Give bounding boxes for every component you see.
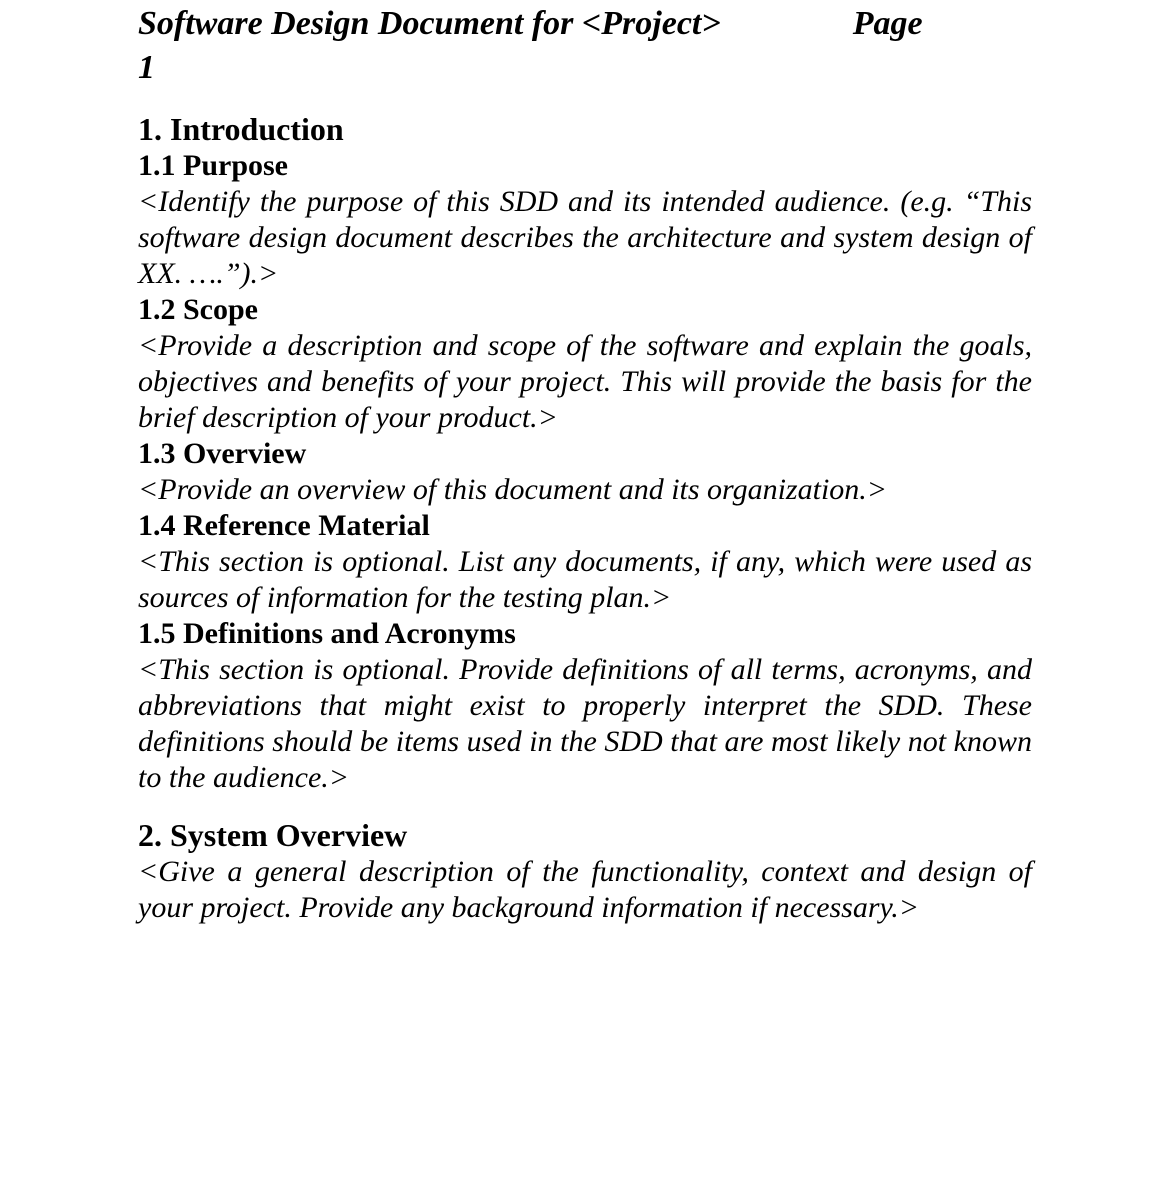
subsection-heading-definitions-acronyms: 1.5 Definitions and Acronyms <box>138 617 516 650</box>
subsection-heading-overview: 1.3 Overview <box>138 437 307 470</box>
header-page-label: Page <box>852 5 923 42</box>
document-page <box>138 0 1032 926</box>
definitions-acronyms-paragraph: <This section is optional. Provide definitions of all terms, acronyms, and abbreviations that might exist to properly interpret the SDD. These definitions should be items used in the SDD that are most likely not known to the audience.> <box>138 653 1032 794</box>
purpose-paragraph: <Identify the purpose of this SDD and its intended audience. (e.g. “This software design document describes the architecture and system design of XX. ….”).> <box>138 185 1032 290</box>
overview-paragraph: <Provide an overview of this document and its organization.> <box>138 473 888 506</box>
running-header <box>138 2 1032 90</box>
reference-material-paragraph: <This section is optional. List any documents, if any, which were used as sources of information for the testing plan.> <box>138 545 1032 614</box>
section-heading-system-overview: 2. System Overview <box>138 817 408 853</box>
subsection-heading-scope: 1.2 Scope <box>138 293 258 326</box>
section-heading-introduction: 1. Introduction <box>138 111 344 147</box>
system-overview-paragraph: <Give a general description of the functionality, context and design of your project. Provide any background information if necessary.> <box>138 855 1032 924</box>
subsection-heading-reference-material: 1.4 Reference Material <box>138 509 430 542</box>
header-page-number: 1 <box>138 49 155 86</box>
scope-paragraph: <Provide a description and scope of the software and explain the goals, objectives and benefits of your project. This will provide the basis for the brief description of your product.> <box>138 329 1032 434</box>
header-title: Software Design Document for <Project> <box>138 5 721 42</box>
subsection-heading-purpose: 1.1 Purpose <box>138 149 288 182</box>
